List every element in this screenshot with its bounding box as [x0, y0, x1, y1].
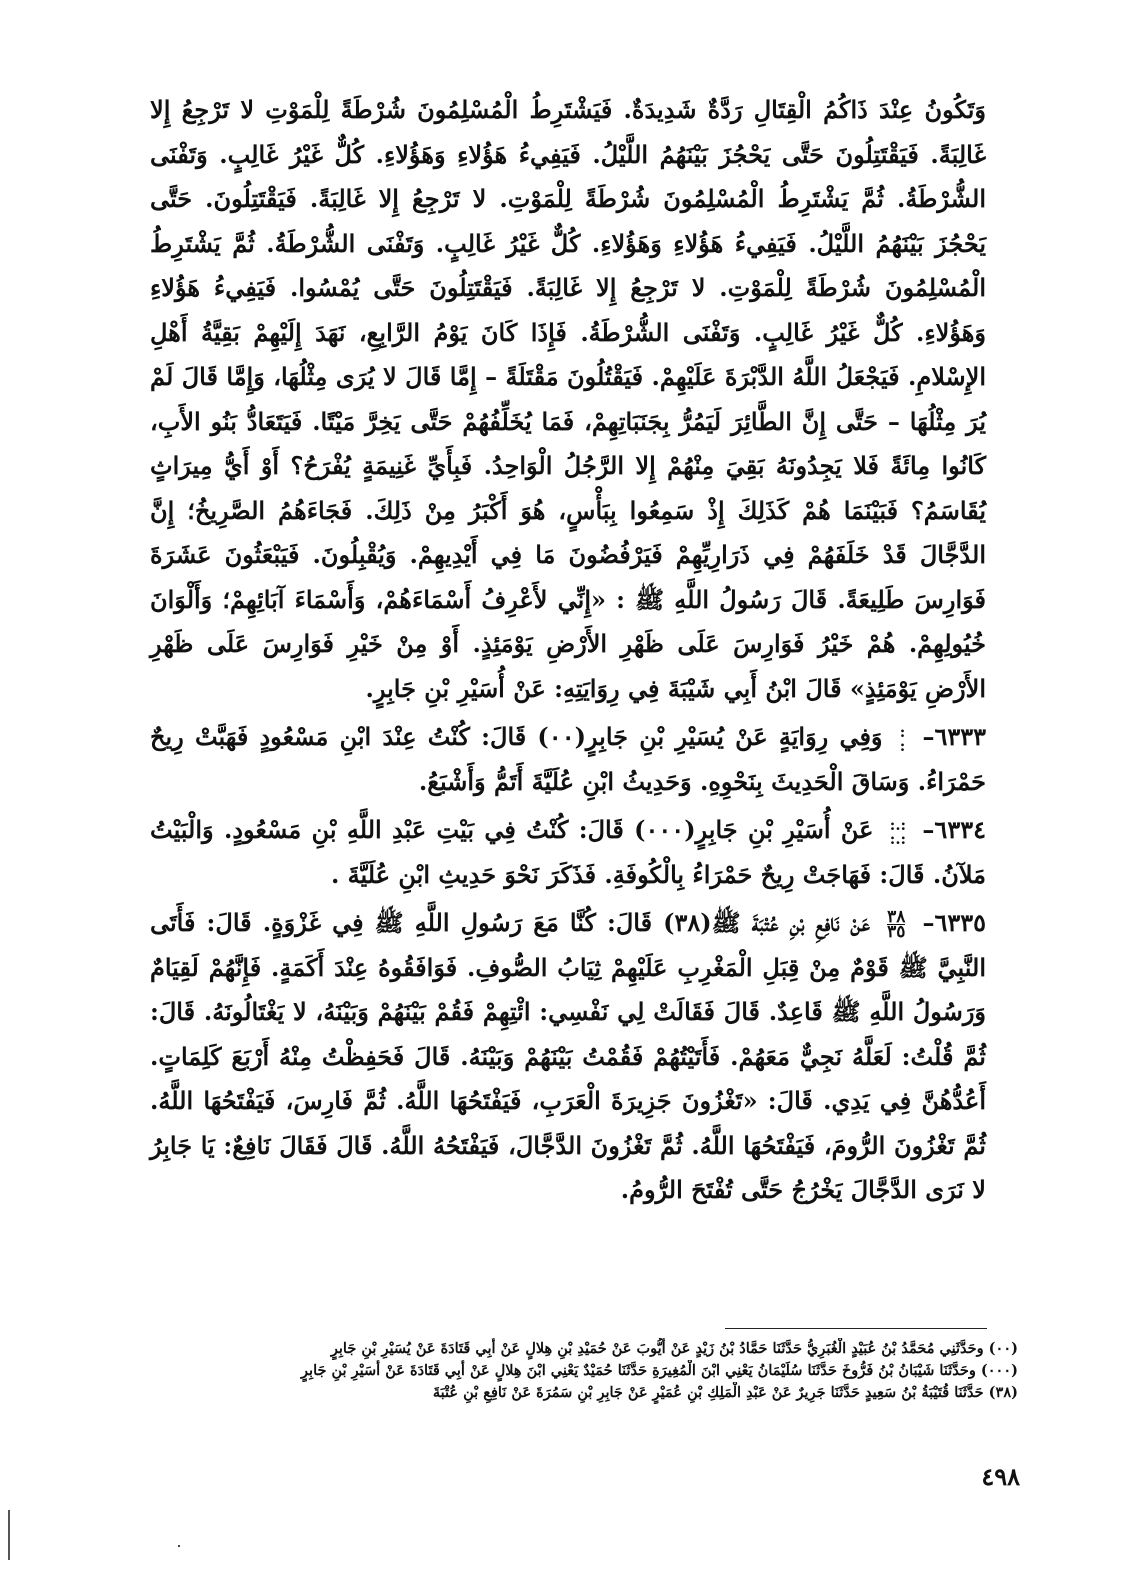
hadith-number: ٦٣٣٣–: [922, 722, 986, 751]
marker-bottom: ٣٥: [887, 922, 906, 942]
marker-top: :.:: [889, 815, 907, 834]
marker-top: :: [899, 722, 906, 741]
hadith-number: ٦٣٣٤–: [922, 815, 986, 844]
footnote-3: (٣٨) حَدَّثَنَا قُتَيْبَةُ بْنُ سَعِيدٍ حَدَّثَنَا جَرِيرٌ عَنْ عَبْدِ الْمَلِكِ بْنِ عُمَيْرٍ عَنْ جَابِرِ بْنِ سَمُرَةَ عَنْ نَافِعِ بْنِ عُتْبَةَ: [432, 1384, 1018, 1401]
footnote-2: (٠٠٠) وحَدَّثَنَا شَيْبَانُ بْنُ فَرُّوخَ حَدَّثَنَا سُلَيْمَانُ يَعْنِي ابْنَ الْمُغِيرَةِ حَدَّثَنَا حُمَيْدٌ يَعْنِي ابْنَ هِلالٍ عَنْ أَبِي قَتَادَةَ عَنْ أُسَيْرِ بْنِ جَابِرٍ: [301, 1362, 1018, 1379]
marker-bottom: :: [899, 736, 906, 755]
hadith-6335: [150, 901, 986, 1213]
narration-marker: [889, 815, 907, 848]
scan-edge-mark: [8, 1510, 10, 1560]
hadith-number: ٦٣٣٥–: [922, 908, 987, 937]
narration-marker: [887, 907, 906, 942]
marker-bottom: :.:: [889, 829, 907, 848]
paragraph-text: وَفِي رِوَايَةٍ عَنْ يُسَيْرِ بْنِ جَابِرٍ(٠٠) قَالَ: كُنْتُ عِنْدَ ابْنِ مَسْعُودٍ فَهَبَّتْ رِيحٌ حَمْرَاءُ. وَسَاقَ الْحَدِيثَ بِنَحْوِهِ. وَحَدِيثُ ابْنِ عُلَيَّةَ أَتَمُّ وَأَشْبَعُ.: [150, 722, 986, 796]
paragraph-text: عَنْ أُسَيْرِ بْنِ جَابِرٍ(٠٠٠) قَالَ: كُنْتُ فِي بَيْتِ عَبْدِ اللَّهِ بْنِ مَسْعُودٍ. وَالْبَيْتُ مَلآنُ. قَالَ: فَهَاجَتْ رِيحٌ حَمْرَاءُ بِالْكُوفَةِ. فَذَكَرَ نَحْوَ حَدِيثِ ابْنِ عُلَيَّةَ .: [150, 815, 986, 889]
hadith-6334: [150, 808, 986, 897]
footnotes: [150, 1338, 1018, 1404]
paragraph-text: عَنْ نَافِعِ بْنِ عُتْبَةَ ﷺ(٣٨) قَالَ: كُنَّا مَعَ رَسُولِ اللَّهِ ﷺ فِي غَزْوَةٍ. قَالَ: فَأَتَى النَّبِيَّ ﷺ قَوْمٌ مِنْ قِبَلِ الْمَغْرِبِ عَلَيْهِمْ ثِيَابُ الصُّوفِ. فَوَافَقُوهُ عِنْدَ أَكَمَةٍ. فَإِنَّهُمْ لَقِيَامٌ وَرَسُولُ اللَّهِ ﷺ قَاعِدٌ. قَالَ فَقَالَتْ لِي نَفْسِي: ائْتِهِمْ فَقُمْ بَيْنَهُمْ وَبَيْنَهُ، لا يَغْتَالُونَهُ. قَالَ: ثُمَّ قُلْتُ: لَعَلَّهُ نَجِيٌّ مَعَهُمْ. فَأَتَيْتُهُمْ فَقُمْتُ بَيْنَهُمْ وَبَيْنَهُ. قَالَ فَحَفِظْتُ مِنْهُ أَرْبَعَ كَلِمَاتٍ. أَعُدُّهُنَّ فِي يَدِي. قَالَ: «تَغْزُونَ جَزِيرَةَ الْعَرَبِ، فَيَفْتَحُهَا اللَّهُ. ثُمَّ فَارِسَ، فَيَفْتَحُهَا اللَّهُ. ثُمَّ تَغْزُونَ الرُّومَ، فَيَفْتَحُهَا اللَّهُ. ثُمَّ تَغْزُونَ الدَّجَّالَ، فَيَفْتَحُهُ اللَّهُ. قَالَ فَقَالَ نَافِعٌ: يَا جَابِرُ لا نَرَى الدَّجَّالَ يَخْرُجُ حَتَّى تُفْتَحَ الرُّومُ.: [150, 908, 986, 1204]
footnote-separator: [725, 1328, 987, 1329]
paragraph-continuation: [150, 88, 986, 711]
scan-dot: [178, 1545, 180, 1547]
paragraph-text: وَتَكُونُ عِنْدَ ذَاكُمُ الْقِتَالِ رَدَّةٌ شَدِيدَةٌ. فَيَشْتَرِطُ الْمُسْلِمُونَ شُرْطَةً لِلْمَوْتِ لا تَرْجِعُ إِلا غَالِبَةً. فَيَقْتَتِلُونَ حَتَّى يَحْجُزَ بَيْنَهُمُ اللَّيْلُ. فَيَفِيءُ هَؤُلاءِ وَهَؤُلاءِ. كُلٌّ غَيْرُ غَالِبٍ. وَتَفْنَى الشُّرْطَةُ. ثُمَّ يَشْتَرِطُ الْمُسْلِمُونَ شُرْطَةً لِلْمَوْتِ. لا تَرْجِعُ إِلا غَالِبَةً. فَيَقْتَتِلُونَ. حَتَّى يَحْجُزَ بَيْنَهُمُ اللَّيْلُ. فَيَفِيءُ هَؤُلاءِ وَهَؤُلاءِ. كُلٌّ غَيْرُ غَالِبٍ. وَتَفْنَى الشُّرْطَةُ. ثُمَّ يَشْتَرِطُ الْمُسْلِمُونَ شُرْطَةً لِلْمَوْتِ. لا تَرْجِعُ إِلا غَالِبَةً. فَيَقْتَتِلُونَ حَتَّى يُمْسُوا. فَيَفِيءُ هَؤُلاءِ وَهَؤُلاءِ. كُلٌّ غَيْرُ غَالِبٍ. وَتَفْنَى الشُّرْطَةُ. فَإِذَا كَانَ يَوْمُ الرَّابِعِ، نَهَدَ إِلَيْهِمْ بَقِيَّةُ أَهْلِ الإِسْلامِ. فَيَجْعَلُ اللَّهُ الدَّبْرَةَ عَلَيْهِمْ. فَيَقْتُلُونَ مَقْتَلَةً – إِمَّا قَالَ لا يُرَى مِثْلُهَا، وَإِمَّا قَالَ لَمْ يُرَ مِثْلُهَا – حَتَّى إِنَّ الطَّائِرَ لَيَمُرُّ بِجَنَبَاتِهِمْ، فَمَا يُخَلِّفُهُمْ حَتَّى يَخِرَّ مَيْتًا. فَيَتَعَادُّ بَنُو الأَبِ، كَانُوا مِائَةً فَلا يَجِدُونَهُ بَقِيَ مِنْهُمْ إِلا الرَّجُلُ الْوَاحِدُ. فَبِأَيِّ غَنِيمَةٍ يُفْرَحُ؟ أَوْ أَيُّ مِيرَاثٍ يُقَاسَمُ؟ فَبَيْنَمَا هُمْ كَذَلِكَ إِذْ سَمِعُوا بِبَأْسٍ، هُوَ أَكْبَرُ مِنْ ذَلِكَ. فَجَاءَهُمُ الصَّرِيخُ؛ إِنَّ الدَّجَّالَ قَدْ خَلَفَهُمْ فِي ذَرَارِيِّهِمْ فَيَرْفُضُونَ مَا فِي أَيْدِيهِمْ. وَيُقْبِلُونَ. فَيَبْعَثُونَ عَشَرَةَ فَوَارِسَ طَلِيعَةً. قَالَ رَسُولُ اللَّهِ ﷺ : «إِنِّي لأَعْرِفُ أَسْمَاءَهُمْ، وَأَسْمَاءَ آبَائِهِمْ؛ وَأَلْوَانَ خُيُولِهِمْ. هُمْ خَيْرُ فَوَارِسَ عَلَى ظَهْرِ الأَرْضِ يَوْمَئِذٍ. أَوْ مِنْ خَيْرِ فَوَارِسَ عَلَى ظَهْرِ الأَرْضِ يَوْمَئِذٍ» قَالَ ابْنُ أَبِي شَيْبَةَ فِي رِوَايَتِهِ: عَنْ أُسَيْرِ بْنِ جَابِرٍ.: [150, 95, 986, 703]
page-number: ٤٩٨: [981, 1462, 1020, 1491]
hadith-6333: [150, 715, 986, 804]
footnote-1: (٠٠) وحَدَّثَنِي مُحَمَّدُ بْنُ عُبَيْدٍ الْغُبَرِيُّ حَدَّثَنَا حَمَّادُ بْنُ زَيْدٍ عَنْ أَيُّوبَ عَنْ حُمَيْدِ بْنِ هِلالٍ عَنْ أَبِي قَتَادَةَ عَنْ يُسَيْرِ بْنِ جَابِرٍ: [330, 1340, 1018, 1357]
main-text: [150, 88, 986, 1213]
narration-marker: [899, 722, 906, 755]
marker-top: ٣٨: [887, 907, 906, 927]
